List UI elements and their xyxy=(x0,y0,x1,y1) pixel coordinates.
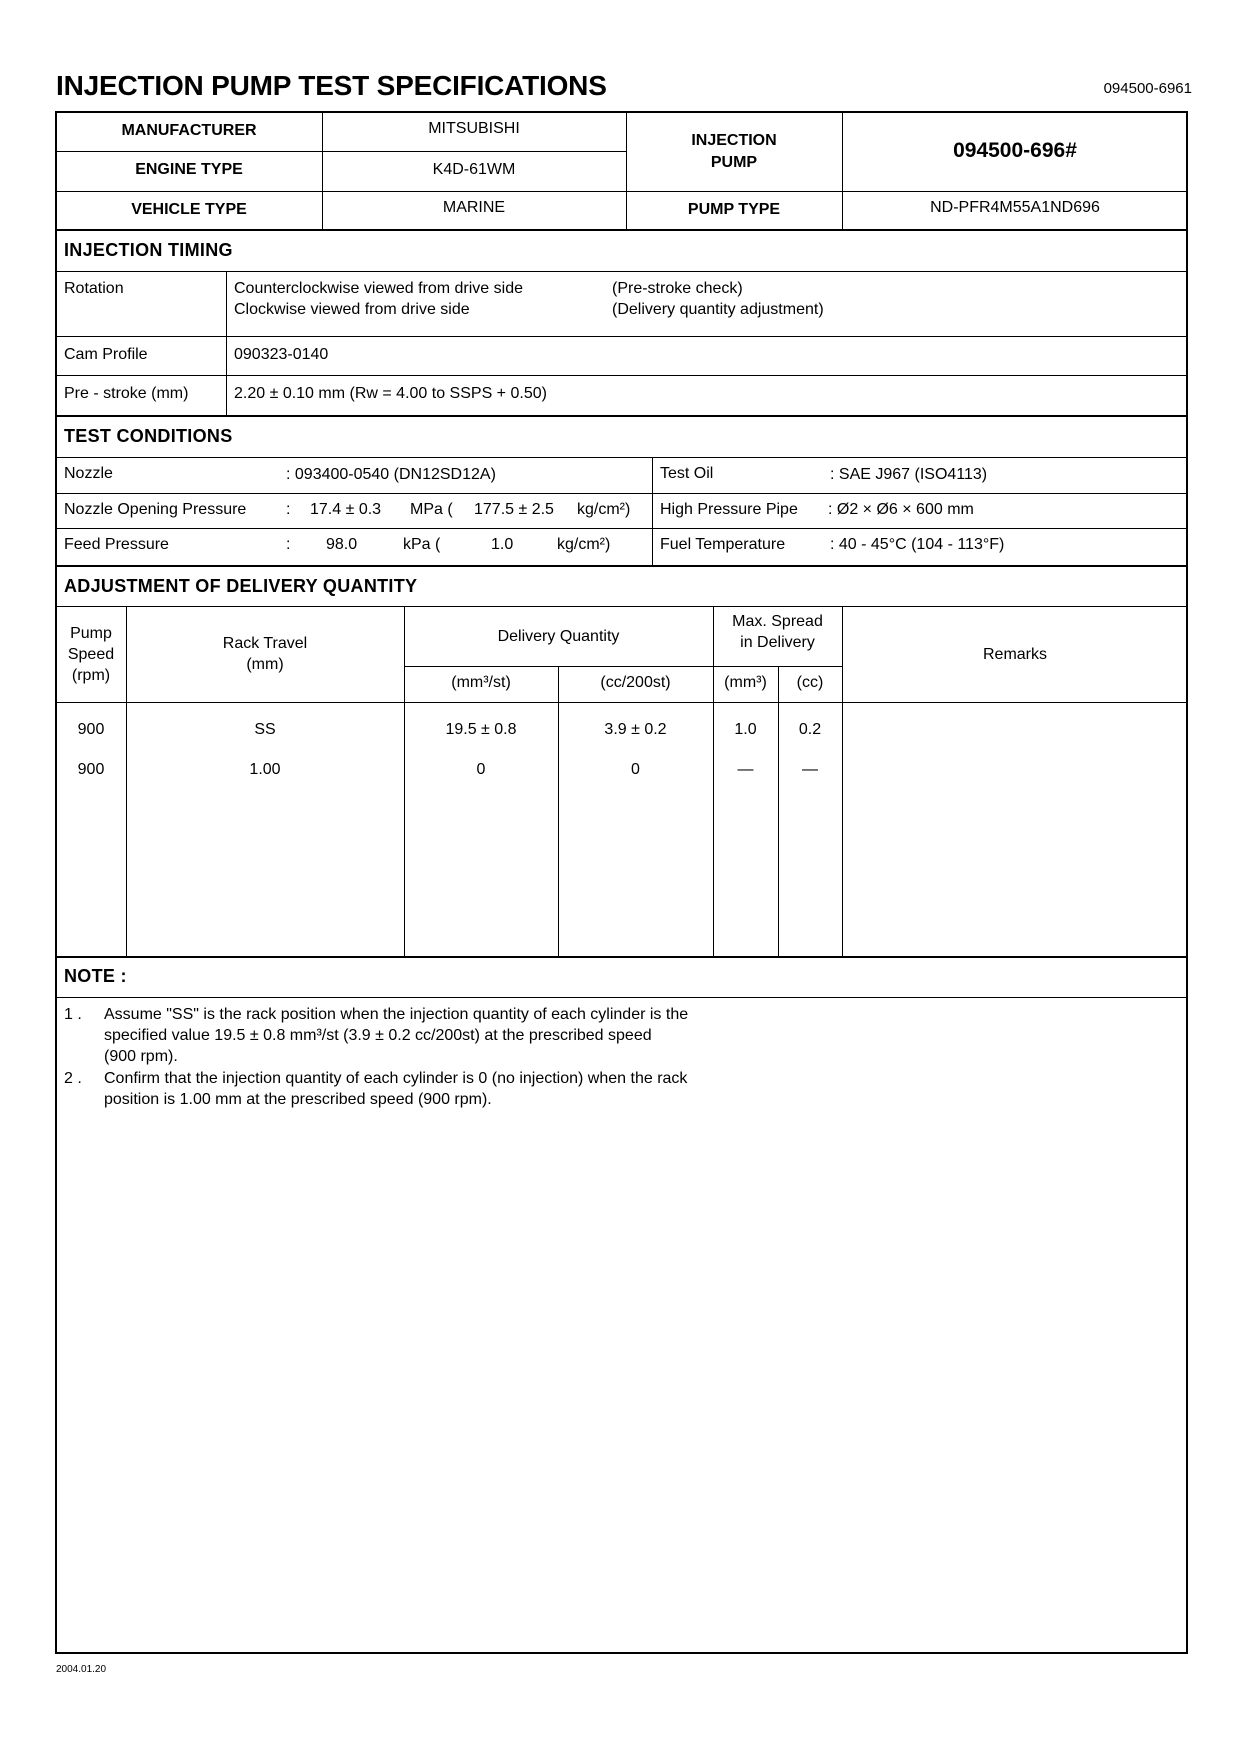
nozzle-value: : 093400-0540 (DN12SD12A) xyxy=(286,466,496,483)
engine-type-value: K4D-61WM xyxy=(432,161,516,178)
table-row-2-ms-cc: — xyxy=(802,761,818,778)
note-1-line2: specified value 19.5 ± 0.8 mm³/st (3.9 ± 0.2 cc/200st) at the prescribed speed xyxy=(104,1027,652,1044)
col-max-spread-line1: Max. Spread xyxy=(732,613,823,630)
table-row-1-speed: 900 xyxy=(77,721,105,738)
table-row-1-ms-mm3: 1.0 xyxy=(734,721,757,738)
feed-pressure-colon: : xyxy=(286,536,291,553)
test-conditions-heading: TEST CONDITIONS xyxy=(64,426,233,446)
feed-pressure-kpa-unit: kPa ( xyxy=(403,536,441,553)
table-row-2-rack-travel: 1.00 xyxy=(249,761,281,778)
col-max-spread-unit-mm3: (mm³) xyxy=(724,674,767,691)
nozzle-opening-pressure-colon: : xyxy=(286,501,291,518)
nozzle-opening-pressure-label: Nozzle Opening Pressure xyxy=(64,501,247,518)
vehicle-type-value: MARINE xyxy=(442,199,506,216)
table-row-2-speed: 900 xyxy=(77,761,105,778)
col-max-spread-unit-cc: (cc) xyxy=(796,674,824,691)
note-2-line2: position is 1.00 mm at the prescribed speed (900 rpm). xyxy=(104,1091,492,1108)
col-remarks: Remarks xyxy=(982,646,1047,663)
injection-timing-heading: INJECTION TIMING xyxy=(64,240,233,260)
col-pump-speed-line2: Speed xyxy=(67,646,115,663)
spec-sheet-frame xyxy=(55,111,1188,1654)
table-row-1-dq-mm3: 19.5 ± 0.8 xyxy=(445,721,517,738)
note-1-number: 1 . xyxy=(64,1006,82,1023)
fuel-temperature-value: : 40 - 45°C (104 - 113°F) xyxy=(830,536,1005,553)
feed-pressure-kg: 1.0 xyxy=(491,536,514,553)
col-delivery-quantity-unit-mm3: (mm³/st) xyxy=(451,674,511,691)
col-pump-speed-line1: Pump xyxy=(70,625,112,642)
note-1-line3: (900 rpm). xyxy=(104,1048,178,1065)
rotation-line2-note: (Delivery quantity adjustment) xyxy=(612,301,824,318)
table-row-2-dq-cc: 0 xyxy=(631,761,640,778)
nozzle-opening-pressure-mpa-unit: MPa ( xyxy=(410,501,453,518)
note-heading: NOTE : xyxy=(64,966,127,986)
feed-pressure-label: Feed Pressure xyxy=(64,536,169,553)
nozzle-opening-pressure-mpa: 17.4 ± 0.3 xyxy=(310,501,382,518)
engine-type-label: ENGINE TYPE xyxy=(135,161,243,178)
table-row-1-ms-cc: 0.2 xyxy=(798,721,822,738)
vehicle-type-label: VEHICLE TYPE xyxy=(131,201,247,218)
rotation-label: Rotation xyxy=(64,280,124,297)
col-max-spread-line2: in Delivery xyxy=(740,634,815,651)
table-row-2-dq-mm3: 0 xyxy=(476,761,486,778)
col-rack-travel-line2: (mm) xyxy=(246,656,284,673)
rotation-line1-note: (Pre-stroke check) xyxy=(612,280,743,297)
page-title: INJECTION PUMP TEST SPECIFICATIONS xyxy=(56,70,607,101)
revision-date: 2004.01.20 xyxy=(56,1664,107,1675)
nozzle-opening-pressure-kg: 177.5 ± 2.5 xyxy=(474,501,554,518)
cam-profile-value: 090323-0140 xyxy=(234,346,329,363)
document-number: 094500-6961 xyxy=(1103,80,1192,97)
high-pressure-pipe-value: : Ø2 × Ø6 × 600 mm xyxy=(828,501,974,518)
feed-pressure-kg-unit: kg/cm²) xyxy=(557,536,611,553)
nozzle-label: Nozzle xyxy=(64,465,113,482)
high-pressure-pipe-label: High Pressure Pipe xyxy=(660,501,798,518)
table-row-2-ms-mm3: — xyxy=(737,761,754,778)
table-row-1-dq-cc: 3.9 ± 0.2 xyxy=(604,721,667,738)
table-row-1-rack-travel: SS xyxy=(254,721,276,738)
note-2-number: 2 . xyxy=(64,1070,82,1087)
fuel-temperature-label: Fuel Temperature xyxy=(660,536,786,553)
rotation-line1: Counterclockwise viewed from drive side xyxy=(234,280,523,297)
col-delivery-quantity: Delivery Quantity xyxy=(497,628,620,645)
manufacturer-label: MANUFACTURER xyxy=(121,122,257,139)
feed-pressure-kpa: 98.0 xyxy=(326,536,358,553)
injection-pump-value: 094500-696# xyxy=(953,139,1077,162)
pump-type-value: ND-PFR4M55A1ND696 xyxy=(930,199,1100,216)
col-pump-speed-line3: (rpm) xyxy=(71,667,111,684)
pump-type-label: PUMP TYPE xyxy=(687,201,781,218)
note-2-line1: Confirm that the injection quantity of each cylinder is 0 (no injection) when the rack xyxy=(104,1070,688,1087)
test-oil-label: Test Oil xyxy=(660,465,714,482)
test-oil-value: : SAE J967 (ISO4113) xyxy=(830,466,988,483)
col-rack-travel-line1: Rack Travel xyxy=(222,635,308,652)
prestroke-value: 2.20 ± 0.10 mm (Rw = 4.00 to SSPS + 0.50) xyxy=(234,385,547,402)
note-1-line1: Assume "SS" is the rack position when the injection quantity of each cylinder is the xyxy=(104,1006,689,1023)
col-delivery-quantity-unit-cc: (cc/200st) xyxy=(600,674,671,691)
nozzle-opening-pressure-kg-unit: kg/cm²) xyxy=(577,501,631,518)
injection-pump-label-line2: PUMP xyxy=(710,154,758,171)
injection-pump-label-line1: INJECTION xyxy=(691,132,777,149)
prestroke-label: Pre - stroke (mm) xyxy=(64,385,189,402)
cam-profile-label: Cam Profile xyxy=(64,346,148,363)
rotation-line2: Clockwise viewed from drive side xyxy=(234,301,470,318)
manufacturer-value: MITSUBISHI xyxy=(428,120,520,137)
adjustment-heading: ADJUSTMENT OF DELIVERY QUANTITY xyxy=(64,576,418,596)
